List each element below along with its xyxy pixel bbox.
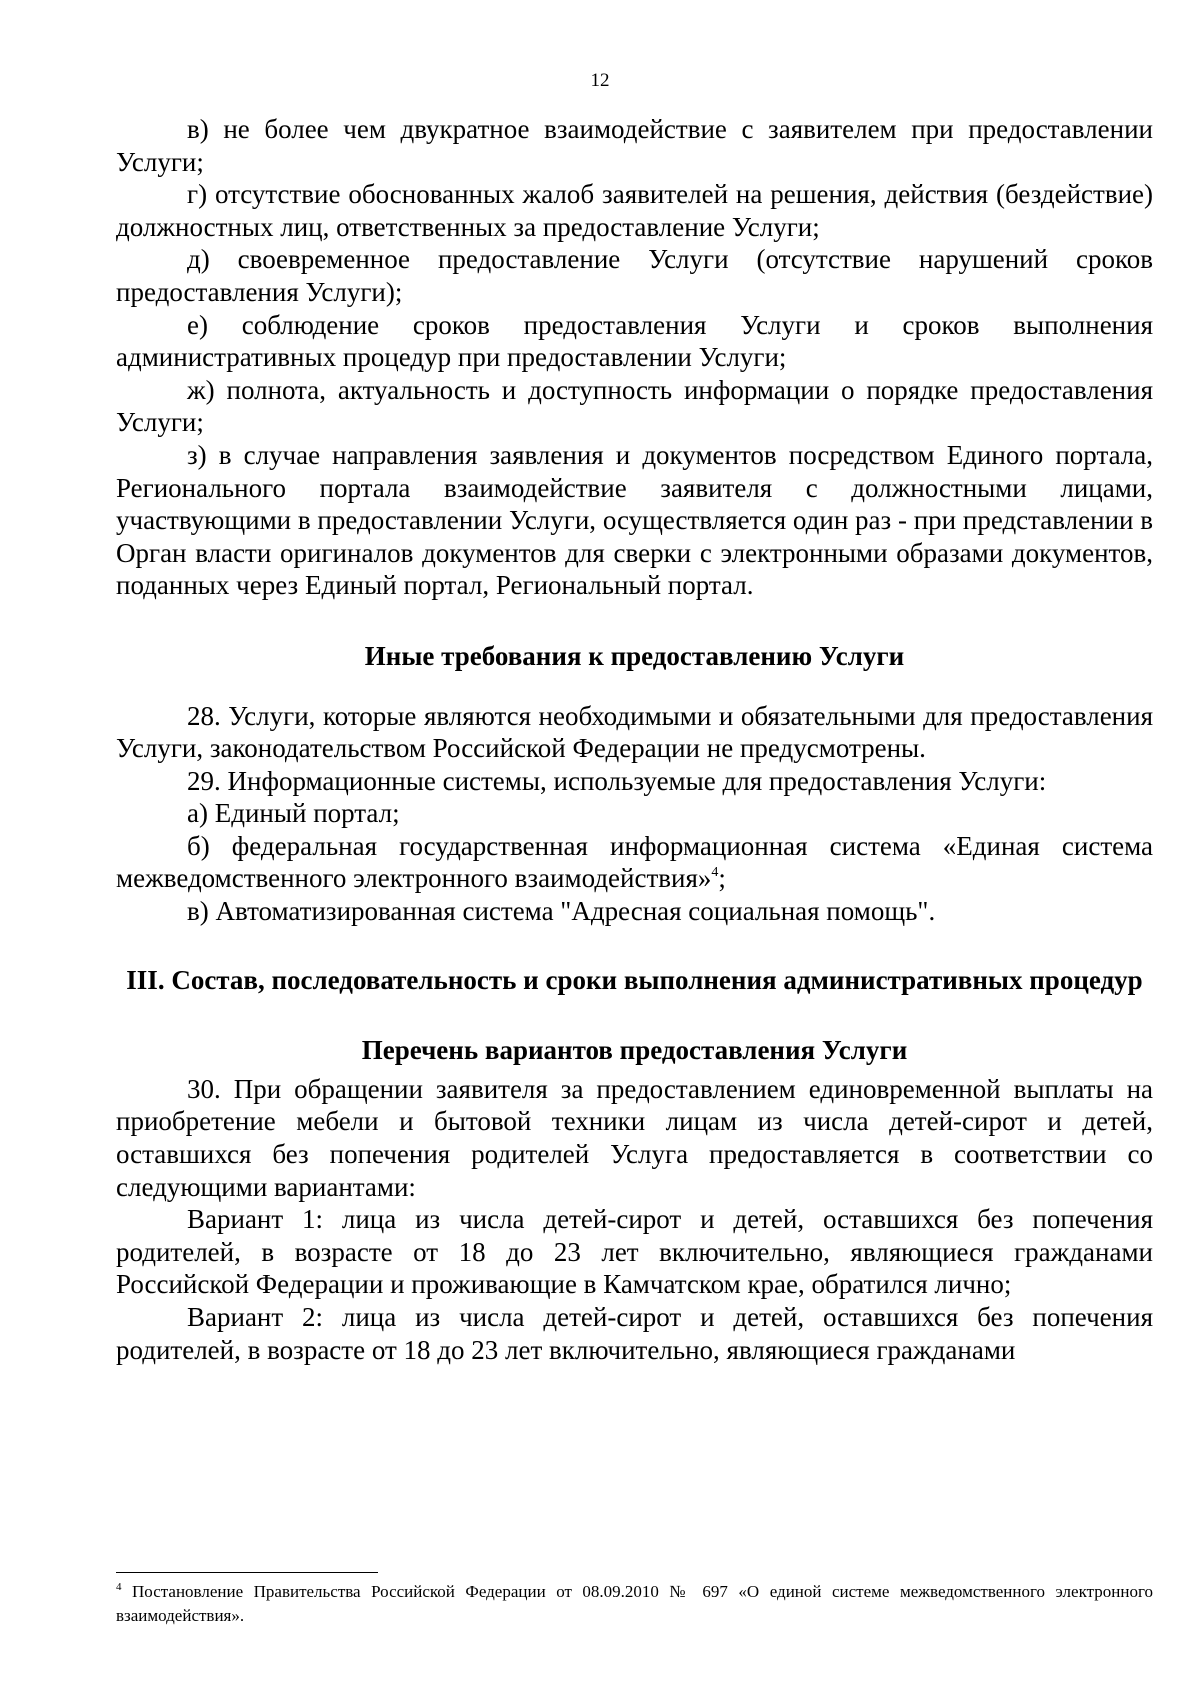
footnote-reference: 4: [711, 865, 719, 881]
list-item-a: а) Единый портал;: [187, 798, 400, 829]
page-number: 12: [590, 70, 610, 91]
list-item-b: [116, 830, 1153, 895]
variant-2: Вариант 2: лица из числа детей-сирот и детей, оставшихся без попечения родителей, в возрасте от 18 до 23 лет включительно, являющиеся гражданами: [116, 1302, 1153, 1365]
footnote-separator: [116, 1572, 378, 1573]
footnote-marker: 4: [116, 1581, 122, 1593]
section-heading-other-requirements: Иные требования к предоставлению Услуги: [364, 640, 905, 671]
list-item-v: в) не более чем двукратное взаимодействие с заявителем при предоставлении Услуги;: [116, 114, 1153, 177]
paragraph-30: 30. При обращении заявителя за предоставлением единовременной выплаты на приобретение мебели и бытовой техники лицам из числа детей-сирот и детей, оставшихся без попечения родителей Услуга предоставляется в соответствии со следующими вариантами:: [116, 1073, 1153, 1202]
list-item-g: г) отсутствие обоснованных жалоб заявителей на решения, действия (бездействие) должностных лиц, ответственных за предоставление Услуги;: [116, 179, 1153, 242]
footnote-text: Постановление Правительства Российской Федерации от 08.09.2010 № 697 «О единой системе межведомственного электронного взаимодействия».: [116, 1582, 1153, 1625]
list-item-b-end: ;: [718, 863, 726, 894]
list-item-e: е) соблюдение сроков предоставления Услуги и сроков выполнения административных процедур при предоставлении Услуги;: [116, 309, 1153, 373]
paragraph-28: 28. Услуги, которые являются необходимыми и обязательными для предоставления Услуги, законодательством Российской Федерации не предусмотрены.: [116, 700, 1153, 764]
list-item-v-system: в) Автоматизированная система "Адресная социальная помощь".: [187, 896, 936, 927]
variant-1: Вариант 1: лица из числа детей-сирот и детей, оставшихся без попечения родителей, в возрасте от 18 до 23 лет включительно, являющиеся гражданами Российской Федерации и проживающие в Камчатском крае, обратился лично;: [116, 1204, 1153, 1300]
section-heading-iii: III. Состав, последовательность и сроки выполнения административных процедур: [126, 964, 1143, 995]
list-item-b-text: б) федеральная государственная информационная система «Единая система межведомственного электронного взаимодействия»: [116, 830, 1153, 894]
footnote: [116, 1580, 1153, 1628]
section-heading-variants: Перечень вариантов предоставления Услуги: [361, 1035, 908, 1066]
page-body: [116, 113, 1153, 1366]
list-item-zh: ж) полнота, актуальность и доступность информации о порядке предоставления Услуги;: [116, 374, 1153, 438]
list-item-d: д) своевременное предоставление Услуги (отсутствие нарушений сроков предоставления Услуги);: [116, 244, 1153, 307]
paragraph-29: 29. Информационные системы, используемые для предоставления Услуги:: [187, 765, 1047, 796]
list-item-z: з) в случае направления заявления и документов посредством Единого портала, Регионального портала взаимодействие заявителя с должностными лицами, участвующими в предоставлении Услуги, осуществляется один раз - при представлении в Орган власти оригиналов документов для сверки с электронными образами документов, поданных через Единый портал, Региональный портал.: [116, 439, 1153, 601]
